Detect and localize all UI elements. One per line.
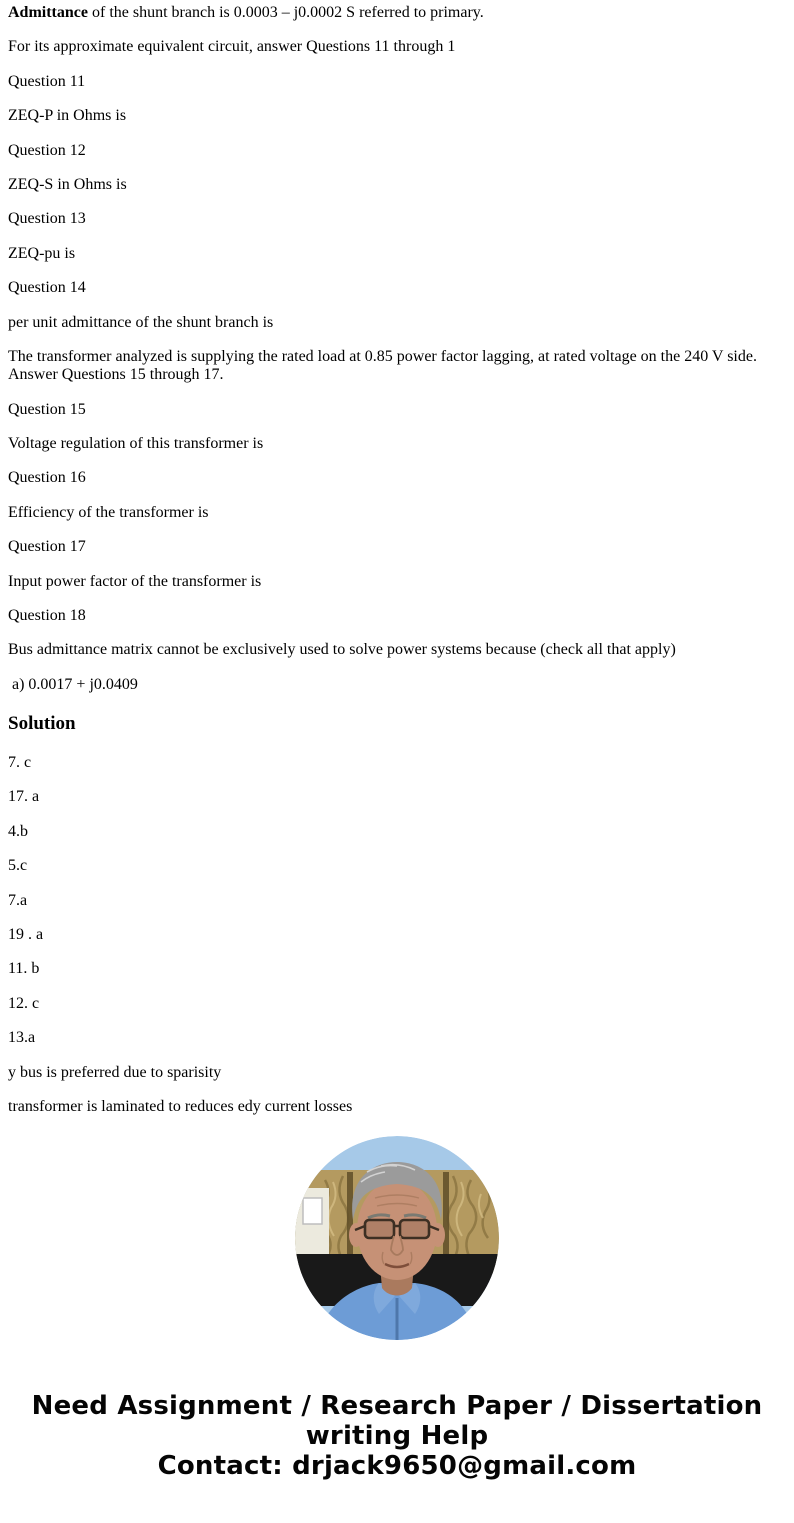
paragraph: 4.b <box>8 822 28 840</box>
paragraph: 12. c <box>8 994 40 1012</box>
paragraph: ZEQ-P in Ohms is <box>8 107 127 125</box>
paragraph <box>8 4 786 22</box>
paragraph: Input power factor of the transformer is <box>8 572 262 590</box>
paragraph: 13.a <box>8 1029 36 1047</box>
paragraph: ZEQ-pu is <box>8 244 76 262</box>
paragraph: 7. c <box>8 754 32 772</box>
paragraph: Efficiency of the transformer is <box>8 503 209 521</box>
paragraph: 5.c <box>8 857 28 875</box>
paragraph: Question 13 <box>8 210 86 228</box>
paragraph-text: of the shunt branch is 0.0003 – j0.0002 S referred to primary. <box>87 4 484 21</box>
paragraph: Question 14 <box>8 279 86 297</box>
paragraph: ZEQ-S in Ohms is <box>8 175 127 193</box>
paragraph: 17. a <box>8 788 40 806</box>
paragraph: For its approximate equivalent circuit, answer Questions 11 through 1 <box>8 38 456 56</box>
solution-heading: Solution <box>8 713 76 735</box>
document-body <box>8 4 786 1116</box>
footer-line: Contact: drjack9650@gmail.com <box>157 1451 637 1482</box>
paragraph: Question 15 <box>8 400 86 418</box>
paragraph: a) 0.0017 + j0.0409 <box>8 675 138 693</box>
paragraph: 11. b <box>8 960 40 978</box>
paragraph: Question 12 <box>8 141 86 159</box>
tutor-photo <box>295 1136 499 1340</box>
paragraph: The transformer analyzed is supplying the rated load at 0.85 power factor lagging, at rated voltage on the 240 V side. Answer Questions 15 through 17. <box>8 347 761 384</box>
paragraph: y bus is preferred due to sparisity <box>8 1063 222 1081</box>
paragraph: Question 16 <box>8 469 86 487</box>
paragraph: Question 17 <box>8 538 86 556</box>
paragraph: Question 11 <box>8 72 86 90</box>
paragraph: Bus admittance matrix cannot be exclusively used to solve power systems because (check all that apply) <box>8 641 676 659</box>
photo-light-switch <box>303 1198 322 1224</box>
paragraph: 19 . a <box>8 926 44 943</box>
paragraph: per unit admittance of the shunt branch is <box>8 313 274 331</box>
paragraph: transformer is laminated to reduces edy current losses <box>8 1097 353 1115</box>
paragraph: 7.a <box>8 891 28 909</box>
paragraph-bold-lead: Admittance <box>8 4 88 21</box>
footer-contact-banner <box>8 1391 786 1481</box>
footer-line: Need Assignment / Research Paper / Dissertation <box>31 1391 763 1422</box>
footer-line: writing Help <box>305 1421 489 1452</box>
avatar-container <box>8 1136 786 1340</box>
paragraph: Voltage regulation of this transformer is <box>8 435 264 453</box>
paragraph: Question 18 <box>8 607 86 625</box>
